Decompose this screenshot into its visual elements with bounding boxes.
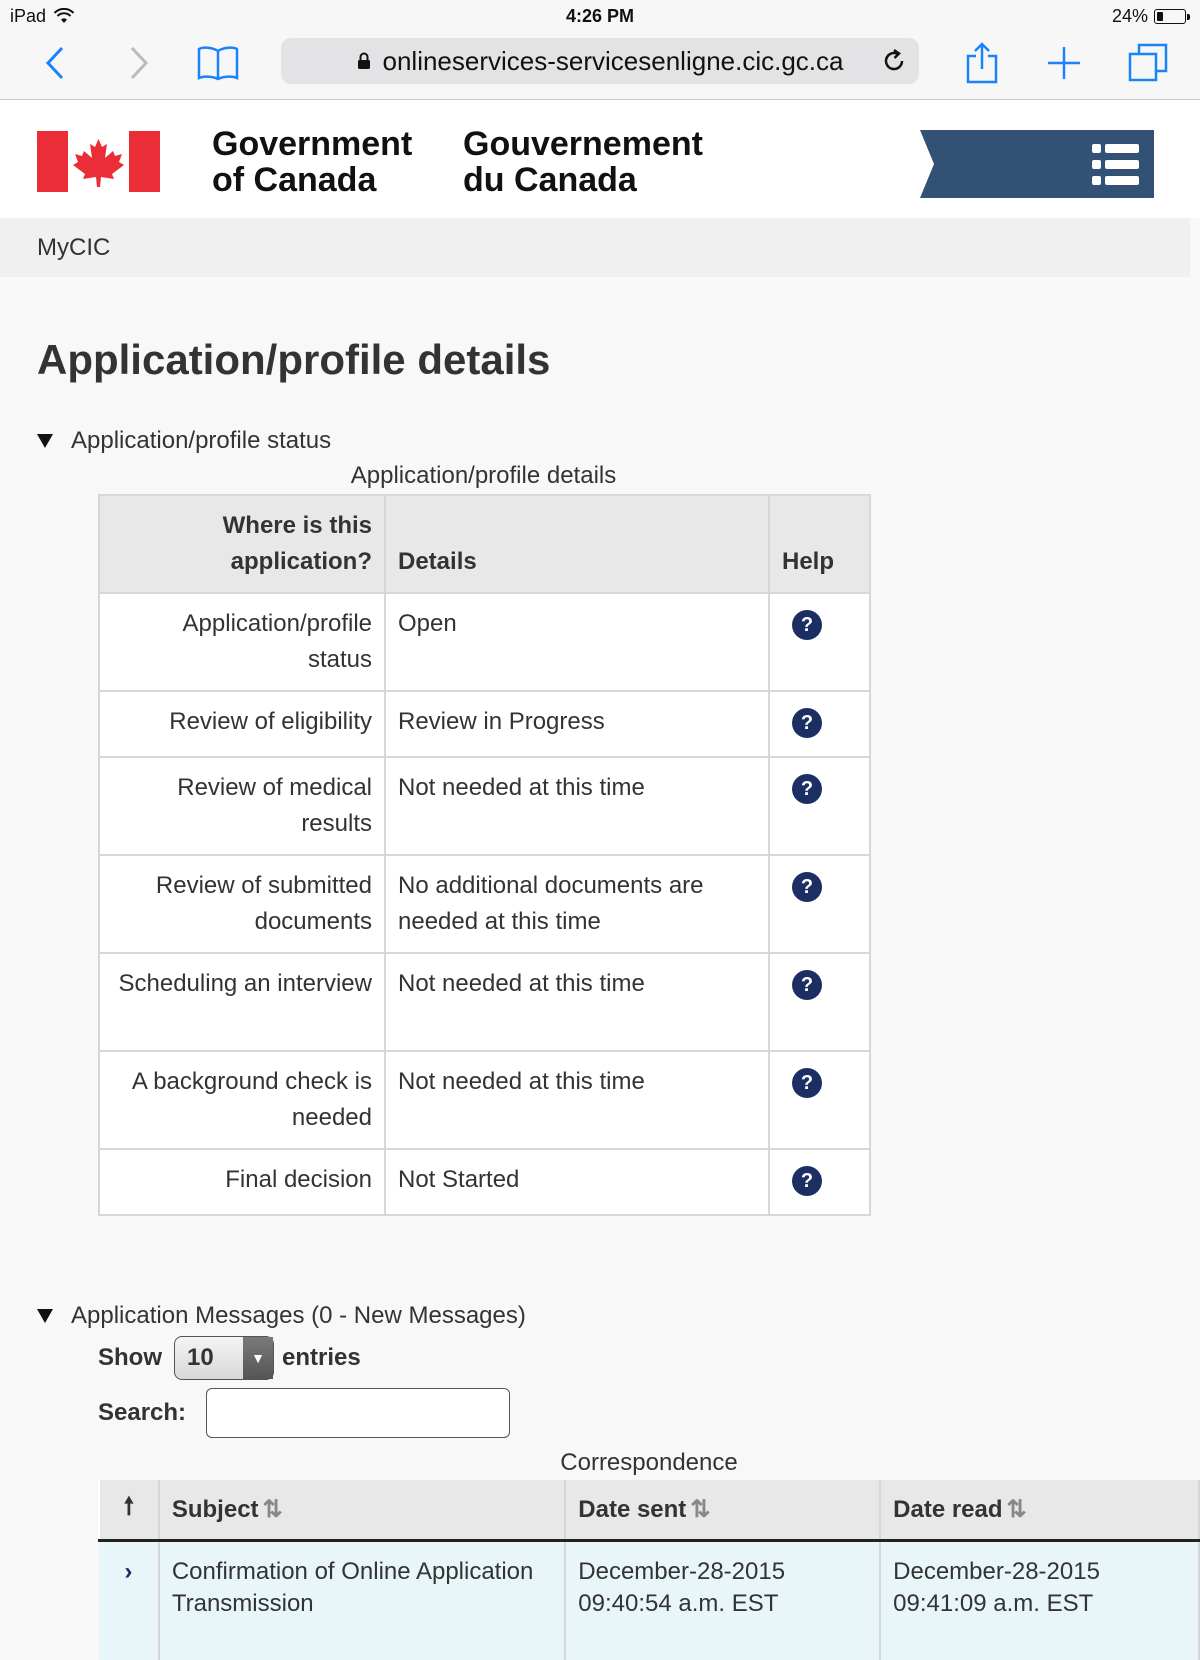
search-label: Search: (98, 1399, 187, 1426)
breadcrumb (0, 218, 1190, 277)
battery-icon (1154, 9, 1186, 24)
tabs-icon[interactable] (1128, 40, 1168, 86)
header-date-sent[interactable] (565, 1480, 880, 1540)
messages-section-toggle[interactable] (37, 1302, 526, 1330)
status-row (99, 593, 870, 691)
share-icon[interactable] (964, 40, 1000, 86)
status-row (99, 953, 870, 1051)
entries-select-value: 10 (187, 1344, 214, 1371)
status-row (99, 691, 870, 757)
search-input[interactable] (206, 1388, 510, 1438)
status-details: Not Started (385, 1149, 769, 1215)
expand-chevron-icon[interactable]: › (99, 1540, 159, 1660)
goc-header (0, 100, 1200, 218)
url-text: onlineservices-servicesenligne.cic.gc.ca (382, 45, 844, 76)
new-tab-icon[interactable] (1046, 40, 1082, 86)
signature-en[interactable] (212, 126, 412, 198)
help-icon[interactable]: ? (792, 1166, 822, 1196)
message-date-read: December-28-2015 09:41:09 a.m. EST (880, 1540, 1199, 1660)
help-icon[interactable]: ? (792, 610, 822, 640)
table-search (98, 1388, 510, 1438)
address-bar[interactable] (281, 38, 919, 84)
breadcrumb-mycic[interactable]: MyCIC (37, 234, 111, 261)
back-icon[interactable] (40, 40, 70, 86)
table-row[interactable] (99, 1540, 1199, 1660)
status-table-header (99, 495, 870, 593)
correspondence-header (99, 1480, 1199, 1540)
sort-icon: ⇅ (1006, 1495, 1027, 1523)
status-where: Final decision (99, 1149, 385, 1215)
status-details: Not needed at this time (385, 757, 769, 855)
canada-flag-icon (37, 131, 160, 192)
device-name: iPad (10, 6, 47, 26)
page-title: Application/profile details (37, 336, 551, 383)
signature-en-line2: of Canada (212, 161, 377, 199)
bookmarks-icon[interactable] (196, 40, 240, 86)
correspondence-table (98, 1480, 1200, 1660)
clock: 4:26 PM (565, 6, 635, 26)
show-label: Show (98, 1344, 162, 1371)
battery-percent: 24% (1111, 6, 1148, 26)
ios-status-bar (0, 0, 1200, 32)
status-details: Not needed at this time (385, 953, 769, 1051)
status-where: Review of medical results (99, 757, 385, 855)
dropdown-arrow-icon: ▼ (243, 1337, 273, 1379)
status-where: Scheduling an interview (99, 953, 385, 1051)
message-date-sent: December-28-2015 09:40:54 a.m. EST (565, 1540, 880, 1660)
header-details: Details (385, 495, 769, 593)
header-date-read[interactable] (880, 1480, 1199, 1540)
header-subject-label: Subject (171, 1495, 259, 1523)
status-row (99, 1051, 870, 1149)
sort-icon: ⇅ (262, 1495, 283, 1523)
menu-button[interactable] (920, 130, 1154, 198)
status-section-toggle[interactable] (37, 427, 331, 455)
sort-icon: ⇅ (690, 1495, 711, 1523)
status-where: Review of eligibility (99, 691, 385, 757)
header-date-sent-label: Date sent (578, 1495, 687, 1523)
status-details: Open (385, 593, 769, 691)
sort-up-icon[interactable]: 🠕 (99, 1480, 159, 1540)
header-date-read-label: Date read (893, 1495, 1003, 1523)
entries-select[interactable] (174, 1336, 274, 1380)
collapse-triangle-icon (37, 1309, 53, 1323)
messages-section-label: Application Messages (0 - New Messages) (71, 1302, 526, 1329)
help-icon[interactable]: ? (792, 970, 822, 1000)
help-icon[interactable]: ? (792, 774, 822, 804)
status-row (99, 1149, 870, 1215)
forward-icon[interactable] (124, 40, 154, 86)
status-row (99, 757, 870, 855)
help-icon[interactable]: ? (792, 872, 822, 902)
status-row (99, 855, 870, 953)
collapse-triangle-icon (37, 434, 53, 448)
header-help: Help (769, 495, 870, 593)
help-icon[interactable]: ? (792, 1068, 822, 1098)
status-where: Review of submitted documents (99, 855, 385, 953)
lock-icon (357, 52, 371, 70)
status-details: No additional documents are needed at this time (385, 855, 769, 953)
signature-fr-line1: Gouvernement (463, 125, 703, 163)
list-menu-icon (1092, 144, 1139, 185)
correspondence-caption: Correspondence (560, 1449, 738, 1476)
signature-fr-line2: du Canada (463, 161, 637, 199)
status-table (98, 494, 871, 1216)
status-details: Not needed at this time (385, 1051, 769, 1149)
message-subject[interactable]: Confirmation of Online Application Transmission (159, 1540, 565, 1660)
browser-toolbar (0, 32, 1200, 100)
header-subject[interactable] (159, 1480, 565, 1540)
reload-icon[interactable] (881, 48, 907, 74)
status-section-label: Application/profile status (71, 427, 332, 454)
entries-label: entries (282, 1344, 361, 1371)
status-table-caption: Application/profile details (350, 462, 617, 489)
help-icon[interactable]: ? (792, 708, 822, 738)
entries-length-control (98, 1336, 361, 1380)
status-where: Application/profile status (99, 593, 385, 691)
signature-fr[interactable] (463, 126, 703, 198)
header-where: Where is this application? (99, 495, 385, 593)
status-details: Review in Progress (385, 691, 769, 757)
status-where: A background check is needed (99, 1051, 385, 1149)
signature-en-line1: Government (212, 125, 413, 163)
